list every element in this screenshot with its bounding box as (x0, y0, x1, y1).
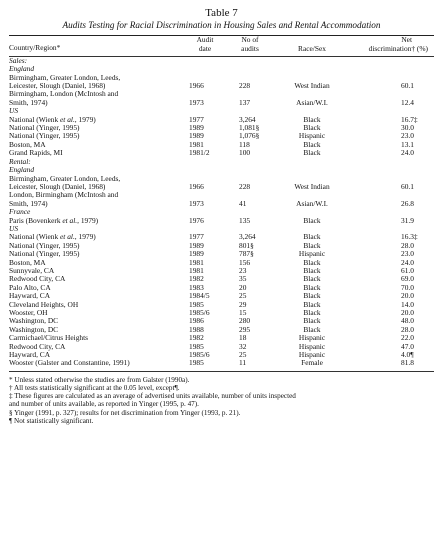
cell-region: Carmichael/Citrus Heights (9, 333, 89, 343)
cell-date: 1985/6 (189, 350, 210, 360)
cell-num-audits: 29 (239, 299, 247, 309)
cell-num-audits (225, 65, 275, 73)
cell-net-discrimination (349, 208, 434, 216)
cell-net-discrimination: 13.1 (401, 139, 414, 149)
cell-race-sex: Hispanic (298, 341, 326, 351)
cell-net-discrimination: 20.0 (401, 291, 414, 301)
table-row (9, 132, 434, 140)
header-date-line2: date (198, 44, 212, 54)
cell-region: Birmingham, London (McIntosh and (9, 89, 119, 99)
table-row (9, 149, 434, 157)
footnote: † All tests statistically significant at the 0.05 level, except¶. (9, 384, 180, 393)
cell-date: 1976 (189, 215, 204, 225)
footnote: ¶ Not statistically significant. (9, 416, 94, 425)
cell-region: Wooster, OH (9, 308, 48, 317)
cell-net-discrimination: 26.8 (401, 198, 414, 208)
cell-num-audits: 23 (239, 265, 247, 275)
cell-date: 1985 (189, 299, 204, 309)
table-row (9, 99, 434, 107)
table-row (9, 284, 434, 292)
cell-date (185, 57, 225, 65)
section-heading-row (9, 57, 434, 65)
cell-region: Boston, MA (9, 257, 46, 267)
cell-race-sex: Black (303, 232, 321, 242)
cell-race-sex: Black (303, 139, 321, 149)
cell-race-sex (275, 65, 349, 73)
table-body (9, 57, 434, 368)
cell-region: National (Yinger, 1995) (9, 240, 80, 250)
cell-num-audits: 135 (239, 215, 251, 225)
cell-num-audits: 3,264 (239, 114, 256, 124)
cell-net-discrimination: 23.0 (401, 131, 414, 141)
cell-region: Birmingham, Greater London, Leeds, (9, 72, 121, 82)
table-row (9, 200, 434, 208)
cell-net-discrimination: 24.0 (401, 148, 414, 158)
cell-race-sex: West Indian (294, 81, 330, 91)
cell-race-sex (275, 57, 349, 65)
cell-race-sex: Black (303, 265, 321, 275)
cell-net-discrimination (349, 57, 434, 65)
cell-region: US (9, 223, 19, 233)
cell-race-sex: Black (303, 316, 321, 326)
cell-date: 1966 (189, 81, 204, 91)
cell-num-audits: 1,076§ (239, 131, 260, 141)
cell-race-sex (275, 158, 349, 166)
cell-date: 1985/6 (189, 308, 210, 317)
cell-date: 1981 (189, 265, 204, 275)
cell-net-discrimination: 20.0 (401, 308, 414, 317)
cell-net-discrimination: 14.0 (401, 299, 414, 309)
cell-num-audits: 228 (239, 81, 251, 91)
cell-num-audits (225, 191, 275, 199)
cell-num-audits: 295 (239, 324, 251, 334)
cell-region: Sales: (9, 55, 28, 65)
cell-race-sex: Black (303, 308, 321, 317)
table-row (9, 301, 434, 309)
table-caption: Audits Testing for Racial Discrimination in Housing Sales and Rental Accommodation (62, 20, 381, 30)
cell-date: 1982 (189, 333, 204, 343)
header-net-line2: discrimination† (%) (368, 44, 428, 54)
cell-race-sex: Black (303, 274, 321, 284)
bottom-rule (9, 371, 434, 372)
cell-race-sex: Black (303, 123, 321, 133)
cell-race-sex: Black (303, 257, 321, 267)
footnotes (9, 376, 434, 425)
cell-net-discrimination: 16.3‡ (401, 232, 418, 242)
cell-net-discrimination: 28.0 (401, 324, 414, 334)
footnote: * Unless stated otherwise the studies are from Galster (1990a). (9, 375, 190, 384)
cell-date: 1981 (189, 139, 204, 149)
cell-date: 1988 (189, 324, 204, 334)
cell-num-audits: 100 (239, 148, 251, 158)
cell-region: Leicester, Slough (Daniel, 1968) (9, 81, 106, 91)
cell-region: England (9, 165, 35, 175)
header-race: Race/Sex (298, 44, 326, 54)
table-row (9, 275, 434, 283)
footnote: § Yinger (1991, p. 327); results for net discrimination from Yinger (1993, p. 21). (9, 408, 241, 417)
cell-region: Hayward, CA (9, 350, 51, 360)
cell-region: Smith, 1974) (9, 97, 48, 107)
cell-num-audits: 3,264 (239, 232, 256, 242)
cell-region: England (9, 64, 35, 74)
cell-date: 1989 (189, 123, 204, 133)
cell-region: Cleveland Heights, OH (9, 299, 79, 309)
cell-date: 1984/5 (189, 291, 210, 301)
cell-net-discrimination (349, 191, 434, 199)
cell-net-discrimination: 60.1 (401, 81, 414, 91)
cell-num-audits (225, 208, 275, 216)
cell-num-audits: 137 (239, 97, 251, 107)
cell-region: National (Wienk et al., 1979) (9, 232, 96, 242)
cell-region: Redwood City, CA (9, 274, 66, 284)
cell-net-discrimination: 60.1 (401, 181, 414, 191)
cell-race-sex: Black (303, 240, 321, 250)
cell-net-discrimination: 48.0 (401, 316, 414, 326)
cell-net-discrimination: 81.8 (401, 358, 414, 368)
cell-region: Boston, MA (9, 139, 46, 149)
cell-net-discrimination (349, 225, 434, 233)
table-row (9, 359, 434, 367)
cell-date: 1973 (189, 198, 204, 208)
cell-race-sex: Black (303, 299, 321, 309)
table-row (9, 217, 434, 225)
header-num-line2: audits (241, 44, 259, 54)
cell-region: Washington, DC (9, 316, 59, 326)
cell-num-audits: 18 (239, 333, 247, 343)
cell-num-audits: 118 (239, 139, 250, 149)
cell-net-discrimination (349, 166, 434, 174)
cell-region: Hayward, CA (9, 291, 51, 301)
cell-race-sex: Asian/W.I. (296, 198, 328, 208)
table-row (9, 334, 434, 342)
cell-date: 1977 (189, 114, 204, 124)
cell-date: 1966 (189, 181, 204, 191)
cell-race-sex: Black (303, 291, 321, 301)
cell-region: National (Wienk et al., 1979) (9, 114, 96, 124)
table-row (9, 309, 434, 317)
cell-num-audits (225, 57, 275, 65)
header-date-line1: Audit (196, 35, 214, 44)
cell-race-sex: Hispanic (298, 131, 326, 141)
cell-race-sex: Black (303, 282, 321, 292)
cell-region: London, Birmingham (McIntosh and (9, 190, 119, 200)
cell-num-audits: 41 (239, 198, 247, 208)
header-row-2 (9, 44, 434, 53)
cell-date: 1985 (189, 341, 204, 351)
table-row (9, 317, 434, 325)
footnote: ‡ These figures are calculated as an average of advertised units available, number of units inspected (9, 392, 296, 401)
cell-date: 1981 (189, 257, 204, 267)
cell-net-discrimination: 61.0 (401, 265, 414, 275)
section-heading-row (9, 158, 434, 166)
cell-num-audits: 35 (239, 274, 247, 284)
table-row (9, 259, 434, 267)
cell-net-discrimination (349, 158, 434, 166)
cell-date (185, 166, 225, 174)
cell-net-discrimination (349, 65, 434, 73)
table-row (9, 90, 434, 98)
cell-race-sex: Asian/W.I. (296, 97, 328, 107)
cell-net-discrimination: 47.0 (401, 341, 414, 351)
cell-region: Smith, 1974) (9, 198, 48, 208)
cell-num-audits: 25 (239, 350, 247, 360)
cell-num-audits: 156 (239, 257, 251, 267)
cell-date: 1989 (189, 249, 204, 259)
cell-date (185, 65, 225, 73)
cell-net-discrimination: 28.0 (401, 240, 414, 250)
cell-num-audits (225, 166, 275, 174)
cell-num-audits (225, 74, 275, 82)
table-row (9, 267, 434, 275)
cell-race-sex (275, 166, 349, 174)
cell-date: 1983 (189, 282, 204, 292)
header-net-line1: Net (401, 35, 412, 44)
cell-num-audits (225, 90, 275, 98)
cell-num-audits: 280 (239, 316, 251, 326)
cell-region: National (Yinger, 1995) (9, 131, 80, 141)
cell-race-sex: Black (303, 324, 321, 334)
cell-num-audits: 228 (239, 181, 251, 191)
cell-date: 1989 (189, 240, 204, 250)
cell-date: 1977 (189, 232, 204, 242)
cell-date: 1986 (189, 316, 204, 326)
cell-date: 1982 (189, 274, 204, 284)
cell-region: Palo Alto, CA (9, 282, 51, 292)
cell-race-sex: Hispanic (298, 350, 326, 360)
cell-num-audits: 1,081§ (239, 123, 260, 133)
cell-net-discrimination: 30.0 (401, 123, 414, 133)
cell-region: Sunnyvale, CA (9, 265, 55, 275)
table-row (9, 250, 434, 258)
cell-race-sex: Black (303, 114, 321, 124)
cell-net-discrimination (349, 90, 434, 98)
cell-region: Birmingham, Greater London, Leeds, (9, 173, 121, 183)
cell-num-audits: 32 (239, 341, 247, 351)
cell-date: 1985 (189, 358, 204, 368)
cell-num-audits: 787§ (239, 249, 254, 259)
cell-num-audits: 20 (239, 282, 247, 292)
table-row (9, 343, 434, 351)
cell-num-audits: 801§ (239, 240, 254, 250)
cell-region: National (Yinger, 1995) (9, 123, 80, 133)
cell-net-discrimination (349, 175, 434, 183)
cell-net-discrimination (349, 107, 434, 115)
cell-net-discrimination: 12.4 (401, 97, 414, 107)
footnote: and number of units available, as reported in Yinger (1995, p. 47). (9, 400, 199, 409)
cell-date (185, 158, 225, 166)
cell-race-sex: Female (301, 358, 323, 368)
cell-region: Paris (Bovenkerk et al., 1979) (9, 215, 99, 225)
cell-region: Leicester, Slough (Daniel, 1968) (9, 181, 106, 191)
cell-num-audits: 11 (239, 358, 247, 368)
cell-region: Redwood City, CA (9, 341, 66, 351)
header-row-1 (9, 36, 434, 44)
cell-region: Grand Rapids, MI (9, 148, 63, 158)
cell-net-discrimination: 24.0 (401, 257, 414, 267)
cell-race-sex: West Indian (294, 181, 330, 191)
cell-num-audits (225, 175, 275, 183)
cell-region: Wooster (Galster and Constantine, 1991) (9, 358, 130, 368)
cell-num-audits (225, 158, 275, 166)
table-number: Table 7 (205, 7, 238, 19)
table-row (9, 141, 434, 149)
cell-date: 1973 (189, 97, 204, 107)
header-region: Country/Region* (9, 43, 61, 53)
header-num-line1: No of (241, 35, 259, 44)
cell-net-discrimination: 16.7‡ (401, 114, 418, 124)
cell-num-audits: 15 (239, 308, 247, 317)
cell-date: 1981/2 (189, 148, 210, 158)
cell-net-discrimination: 31.9 (401, 215, 414, 225)
cell-net-discrimination: 69.0 (401, 274, 414, 284)
cell-race-sex: Black (303, 148, 321, 158)
cell-region: National (Yinger, 1995) (9, 249, 80, 259)
cell-date: 1989 (189, 131, 204, 141)
cell-region: Washington, DC (9, 324, 59, 334)
cell-net-discrimination: 23.0 (401, 249, 414, 259)
cell-net-discrimination: 70.0 (401, 282, 414, 292)
cell-region: US (9, 106, 19, 116)
cell-race-sex: Black (303, 215, 321, 225)
audits-table (9, 36, 434, 368)
cell-race-sex: Hispanic (298, 333, 326, 343)
cell-net-discrimination: 22.0 (401, 333, 414, 343)
cell-region: Rental: (9, 156, 31, 166)
cell-net-discrimination: 4.0¶ (401, 350, 414, 360)
table-row (9, 191, 434, 199)
cell-num-audits: 25 (239, 291, 247, 301)
table-page (9, 0, 434, 425)
cell-net-discrimination (349, 74, 434, 82)
cell-race-sex: Hispanic (298, 249, 326, 259)
cell-region: France (9, 207, 31, 217)
